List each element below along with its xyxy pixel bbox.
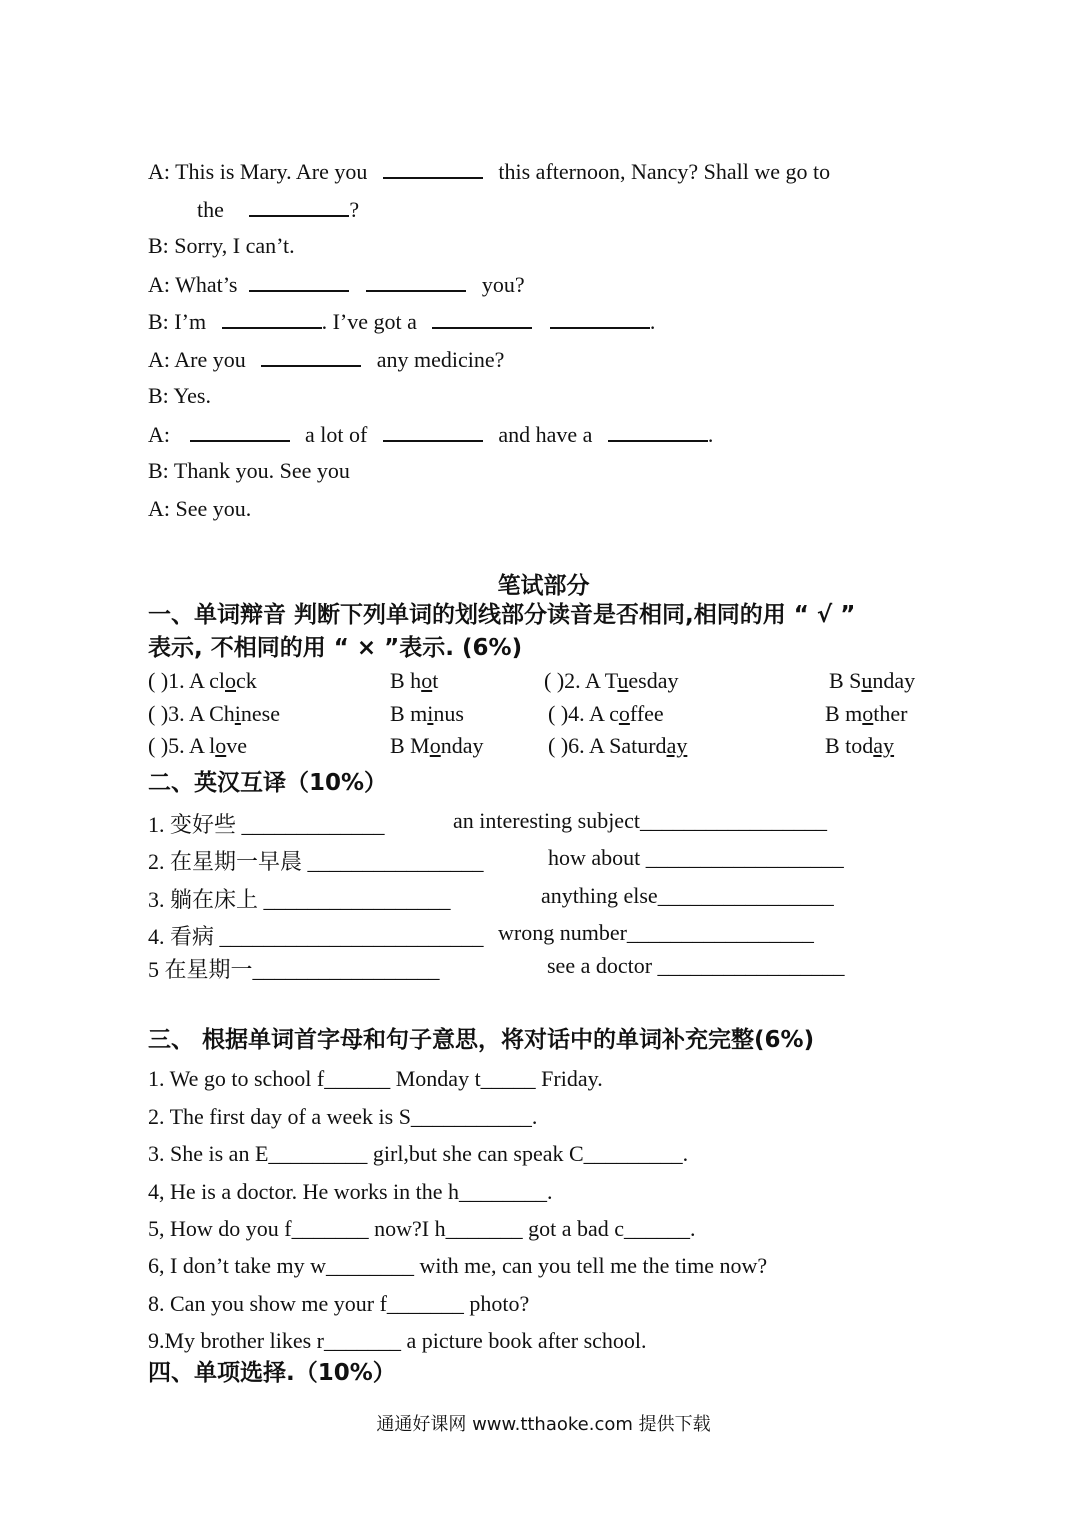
section-4-title: 四、单项选择.（10%）: [148, 1360, 396, 1386]
fill-question-3: 3. She is an E_________ girl,but she can speak C_________.: [148, 1141, 689, 1166]
answer-blank[interactable]: [190, 420, 290, 442]
answer-blank[interactable]: [383, 420, 483, 442]
answer-blank[interactable]: [432, 307, 532, 329]
phonics-item-5b: B Monday: [390, 733, 484, 758]
section-1-title: 一、单词辩音 判断下列单词的划线部分读音是否相同,相同的用 “ √ ”: [148, 602, 856, 628]
fill-question-4: 4, He is a doctor. He works in the h________.: [148, 1179, 553, 1204]
fill-question-8: 8. Can you show me your f_______ photo?: [148, 1291, 530, 1316]
phonics-item-1: ( )1. A clock: [148, 668, 257, 693]
dialogue-text: and have a: [498, 422, 593, 447]
answer-blank[interactable]: [550, 307, 650, 329]
page-footer: 通通好课网 www.tthaoke.com 提供下载: [376, 1414, 711, 1435]
translation-1b: an interesting subject_________________: [453, 808, 827, 833]
translation-2a: 2. 在星期一早晨 ________________: [148, 849, 484, 874]
phonics-item-6b: B today: [825, 733, 895, 758]
dialogue-text: A: What’s: [148, 272, 238, 297]
dialogue-text: . I’ve got a: [321, 309, 417, 334]
dialogue-text: A: Are you: [148, 347, 246, 372]
dialogue-line-9: A: See you.: [148, 496, 252, 521]
translation-2b: how about __________________: [548, 845, 844, 870]
translation-3b: anything else________________: [541, 883, 834, 908]
dialogue-text: the: [197, 197, 224, 222]
translation-5a: 5 在星期一_________________: [148, 957, 440, 982]
dialogue-line-2: B: Sorry, I can’t.: [148, 233, 295, 258]
dialogue-text: A:: [148, 422, 170, 447]
answer-blank[interactable]: [249, 270, 349, 292]
dialogue-line-1: [148, 157, 830, 186]
phonics-item-3: ( )3. A Chinese: [148, 701, 281, 726]
dialogue-text: ?: [349, 197, 360, 222]
phonics-item-4: ( )4. A coffee: [548, 701, 664, 726]
phonics-item-5: ( )5. A love: [148, 733, 247, 758]
translation-4b: wrong number_________________: [498, 920, 814, 945]
answer-blank[interactable]: [261, 345, 361, 367]
phonics-item-6: ( )6. A Saturday: [548, 733, 688, 758]
section-1-title-cont: 表示, 不相同的用 “ × ”表示. (6%): [148, 635, 523, 661]
fill-question-1: 1. We go to school f______ Monday t_____ Friday.: [148, 1066, 603, 1091]
phonics-item-2: ( )2. A Tuesday: [544, 668, 679, 693]
phonics-item-3b: B minus: [390, 701, 464, 726]
dialogue-line-1-cont: [197, 195, 359, 224]
dialogue-text: this afternoon, Nancy? Shall we go to: [498, 159, 831, 184]
dialogue-line-6: B: Yes.: [148, 383, 211, 408]
dialogue-line-4: [148, 307, 655, 336]
dialogue-line-8: B: Thank you. See you: [148, 458, 350, 483]
dialogue-text: a lot of: [305, 422, 368, 447]
dialogue-text: B: I’m: [148, 309, 207, 334]
dialogue-text: .: [707, 422, 714, 447]
fill-question-5: 5, How do you f_______ now?I h_______ got a bad c______.: [148, 1216, 696, 1241]
answer-blank[interactable]: [366, 270, 466, 292]
fill-question-9: 9.My brother likes r_______ a picture book after school.: [148, 1328, 647, 1353]
phonics-item-2b: B Sunday: [829, 668, 916, 693]
dialogue-line-7: [148, 420, 713, 449]
answer-blank[interactable]: [222, 307, 322, 329]
phonics-item-1b: B hot: [390, 668, 439, 693]
translation-3a: 3. 躺在床上 _________________: [148, 887, 451, 912]
dialogue-line-5: [148, 345, 504, 374]
answer-blank[interactable]: [383, 157, 483, 179]
fill-question-2: 2. The first day of a week is S___________.: [148, 1104, 538, 1129]
phonics-item-4b: B mother: [825, 701, 908, 726]
section-2-title: 二、英汉互译（10%）: [148, 770, 388, 796]
dialogue-text: .: [649, 309, 656, 334]
dialogue-line-3: [148, 270, 525, 299]
translation-5b: see a doctor _________________: [547, 953, 845, 978]
fill-question-6: 6, I don’t take my w________ with me, can you tell me the time now?: [148, 1253, 768, 1278]
dialogue-text: you?: [481, 272, 525, 297]
written-part-title: 笔试部分: [497, 573, 590, 599]
translation-4a: 4. 看病 ________________________: [148, 924, 484, 949]
translation-1a: 1. 变好些 _____________: [148, 812, 385, 837]
dialogue-text: any medicine?: [376, 347, 505, 372]
answer-blank[interactable]: [608, 420, 708, 442]
dialogue-text: A: This is Mary. Are you: [148, 159, 368, 184]
section-3-title: 三、 根据单词首字母和句子意思，将对话中的单词补充完整(6%): [148, 1027, 815, 1053]
answer-blank[interactable]: [249, 195, 349, 217]
